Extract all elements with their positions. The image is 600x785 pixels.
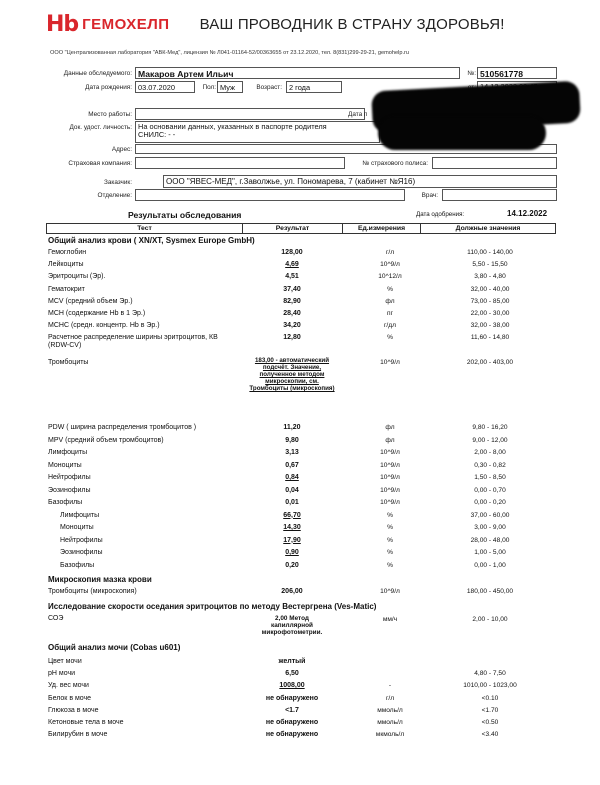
col-unit: Ед.измерения [343,224,421,233]
result-value [242,549,342,557]
result-value: 2,00 Метод капиллярной микрофотометрии. [261,615,323,636]
result-value [242,474,342,482]
result-norm: 0,00 - 0,70 [474,486,506,494]
label-policy: № страхового полиса: [362,160,428,167]
result-norm: 22,00 - 30,00 [470,310,510,317]
result-unit: 10^9/л [380,474,400,481]
result-test-name: Эозинофилы [60,549,103,556]
result-value-text: 6,50 [285,670,299,678]
license-line: ООО "Централизованная лаборатория "АВК-Мед", лицензия № Л041-01164-52/00363655 от 23.12.2020, тел. 8(831)299-29-21, gemohelp.ru [50,50,409,56]
result-value [242,588,342,596]
result-norm: <0.50 [481,719,499,726]
result-test-name: Белок в моче [48,694,92,702]
doc-text: На основании данных, указанных в паспорте родителя [138,122,327,131]
label-work: Место работы: [88,111,132,118]
result-value-text: не обнаружено [265,694,319,702]
result-test-name: Лейкоциты [48,261,84,269]
order-number: 510561778 [477,67,557,79]
result-unit: 10^9/л [380,499,400,506]
result-unit: % [387,549,393,556]
result-test-name: Тромбоциты [48,359,89,366]
result-value [242,658,342,666]
result-value-text: 17,90 [283,536,301,544]
result-test-name: СОЭ [48,615,64,622]
esr-title: Исследование скорости оседания эритроцитов по методу Вестергрена (Ves-Matic) [48,602,377,611]
result-norm: 11,60 - 14,80 [470,334,510,342]
result-test-name: Гематокрит [48,285,85,293]
result-test-name: Тромбоциты (микроскопия) [48,588,137,595]
label-address: Адрес: [111,146,132,153]
result-value [242,424,342,432]
result-value [242,670,342,678]
label-age: Возраст: [256,84,282,91]
result-norm: 202,00 - 403,00 [466,359,514,366]
result-unit: 10^9/л [380,588,400,595]
result-value-text: 4,51 [285,273,299,281]
result-value [242,499,342,507]
approval-label: Дата одобрения: [416,211,465,218]
result-test-name: MPV (средний объем тромбоцитов) [48,436,164,444]
result-norm: 2,00 - 8,00 [474,449,506,456]
result-test-name: Лимфоциты [48,449,88,456]
result-test-name: MCV (средний объем Эр.) [48,297,133,305]
dob-value: 03.07.2020 [135,81,195,93]
label-insurer: Страховая компания: [68,160,132,167]
result-value [242,249,342,257]
result-norm: 1,50 - 8,50 [474,474,506,481]
result-value-text: не обнаружено [265,719,319,726]
result-unit: мкмоль/л [375,731,405,739]
result-norm: 32,00 - 38,00 [470,322,510,330]
col-test: Тест [47,224,243,233]
result-value-text: 34,20 [283,322,301,330]
doctor-value [442,189,557,201]
result-unit: г/л [385,249,395,256]
result-unit: % [387,511,393,519]
result-norm: 5,50 - 15,50 [472,261,508,269]
result-unit: - [388,682,392,690]
result-test-name: pH мочи [48,670,76,678]
result-value-text: 0,01 [285,499,299,506]
result-value [242,707,342,715]
result-norm: 0,30 - 0,82 [474,461,506,469]
col-result: Результат [243,224,343,233]
result-unit: 10^9/л [380,449,400,456]
result-norm: 180,00 - 450,00 [466,588,514,595]
result-value [242,512,342,520]
result-value [242,449,342,457]
result-norm: 1010,00 - 1023,00 [463,682,517,690]
result-norm: <0.10 [481,694,499,702]
result-value [242,695,342,703]
result-value-text: 12,80 [283,334,301,342]
result-value-text: 11,20 [283,424,301,431]
result-unit: % [387,536,393,544]
col-norm: Должные значения [455,225,521,232]
result-unit: фл [385,424,395,431]
result-norm: 37,00 - 60,00 [470,511,510,519]
doc-value [135,121,380,143]
result-norm: 3,80 - 4,80 [474,273,506,281]
redaction-mark-2 [378,116,546,150]
result-test-name: MCHC (средн. концентр. Hb в Эр.) [48,322,160,330]
result-value [242,719,342,727]
urine-title: Общий анализ мочи (Cobas u601) [48,643,181,652]
approval-date: 14.12.2022 [507,209,548,218]
result-norm: 9,00 - 12,00 [472,436,508,444]
result-value [242,298,342,306]
result-unit: 10^9/л [380,261,400,269]
result-value [242,261,342,269]
dept-value [135,189,405,201]
cbc-title: Общий анализ крови ( XN/XT, Sysmex Europe GmbH) [48,236,255,245]
microscopy-title: Микроскопия мазка крови [48,575,152,584]
result-value-text: 3,13 [285,449,299,456]
label-patient-name: Данные обследуемого: [63,70,132,77]
insurer-value [135,157,345,169]
result-test-name: Лимфоциты [60,511,100,519]
result-unit: фл [385,297,395,305]
result-value [242,462,342,470]
result-value-text: 0,67 [285,461,299,469]
result-unit: % [387,285,393,293]
logo-mark: Нb [46,11,79,37]
report-header [46,10,566,38]
result-norm: 0,00 - 1,00 [474,561,506,569]
result-unit: фл [385,436,395,444]
result-norm: <3.40 [481,731,499,739]
patient-name: Макаров Артем Ильич [135,67,460,79]
result-value-text: 9,80 [285,436,299,444]
label-number: №: [467,70,476,77]
result-value-text: 1008,00 [279,682,305,690]
age-value: 2 года [286,81,342,93]
sex-value: Муж [217,81,243,93]
results-table-header [46,223,556,234]
result-value [242,487,342,495]
result-norm: 9,80 - 16,20 [472,424,508,431]
label-doc: Док. удост. личность: [69,124,132,131]
result-test-name: Моноциты [60,524,94,531]
result-value-text: 128,00 [281,249,303,256]
result-value [242,731,342,739]
result-unit: % [387,334,393,342]
result-norm: 0,00 - 0,20 [474,499,506,506]
label-doctor: Врач: [421,192,438,199]
result-value [242,310,342,318]
result-norm: 73,00 - 85,00 [470,297,510,305]
results-title: Результаты обследования [128,210,242,220]
result-test-name: Базофилы [48,499,83,506]
result-test-name: Билирубин в моче [48,731,108,739]
result-norm: 32,00 - 40,00 [470,285,510,293]
result-norm: 3,00 - 9,00 [474,524,506,531]
result-test-name: Базофилы [60,561,95,569]
result-value-text: <1.7 [285,706,299,714]
result-test-name: Эозинофилы [48,486,91,494]
result-value [242,437,342,445]
result-norm: 4,80 - 7,50 [474,670,506,678]
result-value-text: 82,90 [283,297,301,305]
label-sex: Пол: [202,84,216,91]
result-value-text: 0,04 [285,486,299,494]
logo-text: ГЕМОХЕЛП [82,15,170,33]
result-unit: % [387,561,393,569]
snils-text: СНИЛС: - - [138,130,176,139]
result-norm: 28,00 - 48,00 [470,536,510,544]
result-unit: мм/ч [382,616,398,623]
result-unit: ммоль/л [377,719,403,726]
label-date-partial: Дата п [348,111,368,118]
result-norm: <1.70 [481,706,499,714]
result-value-text: 0,20 [285,561,299,569]
result-unit: г/л [385,694,395,702]
result-test-name: Расчетное распределение ширины эритроцитов, КВ (RDW-CV) [48,334,218,350]
result-value [242,273,342,281]
result-value-text: 66,70 [283,511,301,519]
result-value [242,537,342,545]
result-norm: 1,00 - 5,00 [474,549,506,556]
work-value [135,108,365,120]
result-norm: 2,00 - 10,00 [472,616,508,623]
result-test-name: Уд. вес мочи [48,682,89,690]
result-value [242,334,342,342]
result-value-text: 28,40 [283,310,301,317]
result-value-text: 37,40 [283,285,301,293]
result-value-text: 0,84 [285,474,299,481]
result-test-name: Кетоновые тела в моче [48,719,124,726]
result-test-name: Глюкоза в моче [48,706,99,714]
result-value-text: 14,30 [283,524,301,531]
result-value [242,524,342,532]
label-dept: Отделение: [97,192,132,199]
result-test-name: PDW ( ширина распределения тромбоцитов ) [48,424,197,431]
result-value [242,286,342,294]
result-test-name: Гемоглобин [48,249,87,256]
result-test-name: MCH (содержание Hb в 1 Эр.) [48,310,146,317]
result-unit: 10^9/л [380,359,400,366]
result-value [242,562,342,570]
result-test-name: Эритроциты (Эр). [48,273,106,281]
result-test-name: Цвет мочи [48,658,82,665]
result-unit: г/дл [384,322,396,330]
result-unit: ммоль/л [377,706,403,714]
label-customer: Заказчик: [103,179,132,186]
result-unit: пг [387,310,393,317]
result-unit: % [387,524,393,531]
customer-value: ООО "ЯВЕС-МЕД", г.Заволжье, ул. Пономарева, 7 (кабинет №Я16) [163,175,557,188]
result-value-text: 4,69 [285,261,299,269]
result-test-name: Нейтрофилы [48,474,91,481]
result-value: 183,00 - автоматический подсчёт. Значение, полученное методом микроскопии, см. Тромбоциты (микроскопия) [249,357,335,392]
result-unit: 10^9/л [380,486,400,494]
result-test-name: Нейтрофилы [60,536,103,544]
result-norm: 110,00 - 140,00 [467,249,513,256]
result-value-text: 206,00 [281,588,303,595]
result-value [242,322,342,330]
tagline: ВАШ ПРОВОДНИК В СТРАНУ ЗДОРОВЬЯ! [199,15,505,33]
result-value-text: желтый [278,658,306,665]
result-value [242,682,342,690]
result-value-text: 0,90 [285,549,299,556]
result-unit: 10^12/л [378,273,402,281]
policy-value [432,157,557,169]
label-dob: Дата рождения: [85,84,132,91]
result-test-name: Моноциты [48,461,82,469]
result-unit: 10^9/л [380,461,400,469]
result-value-text: не обнаружено [265,731,319,739]
